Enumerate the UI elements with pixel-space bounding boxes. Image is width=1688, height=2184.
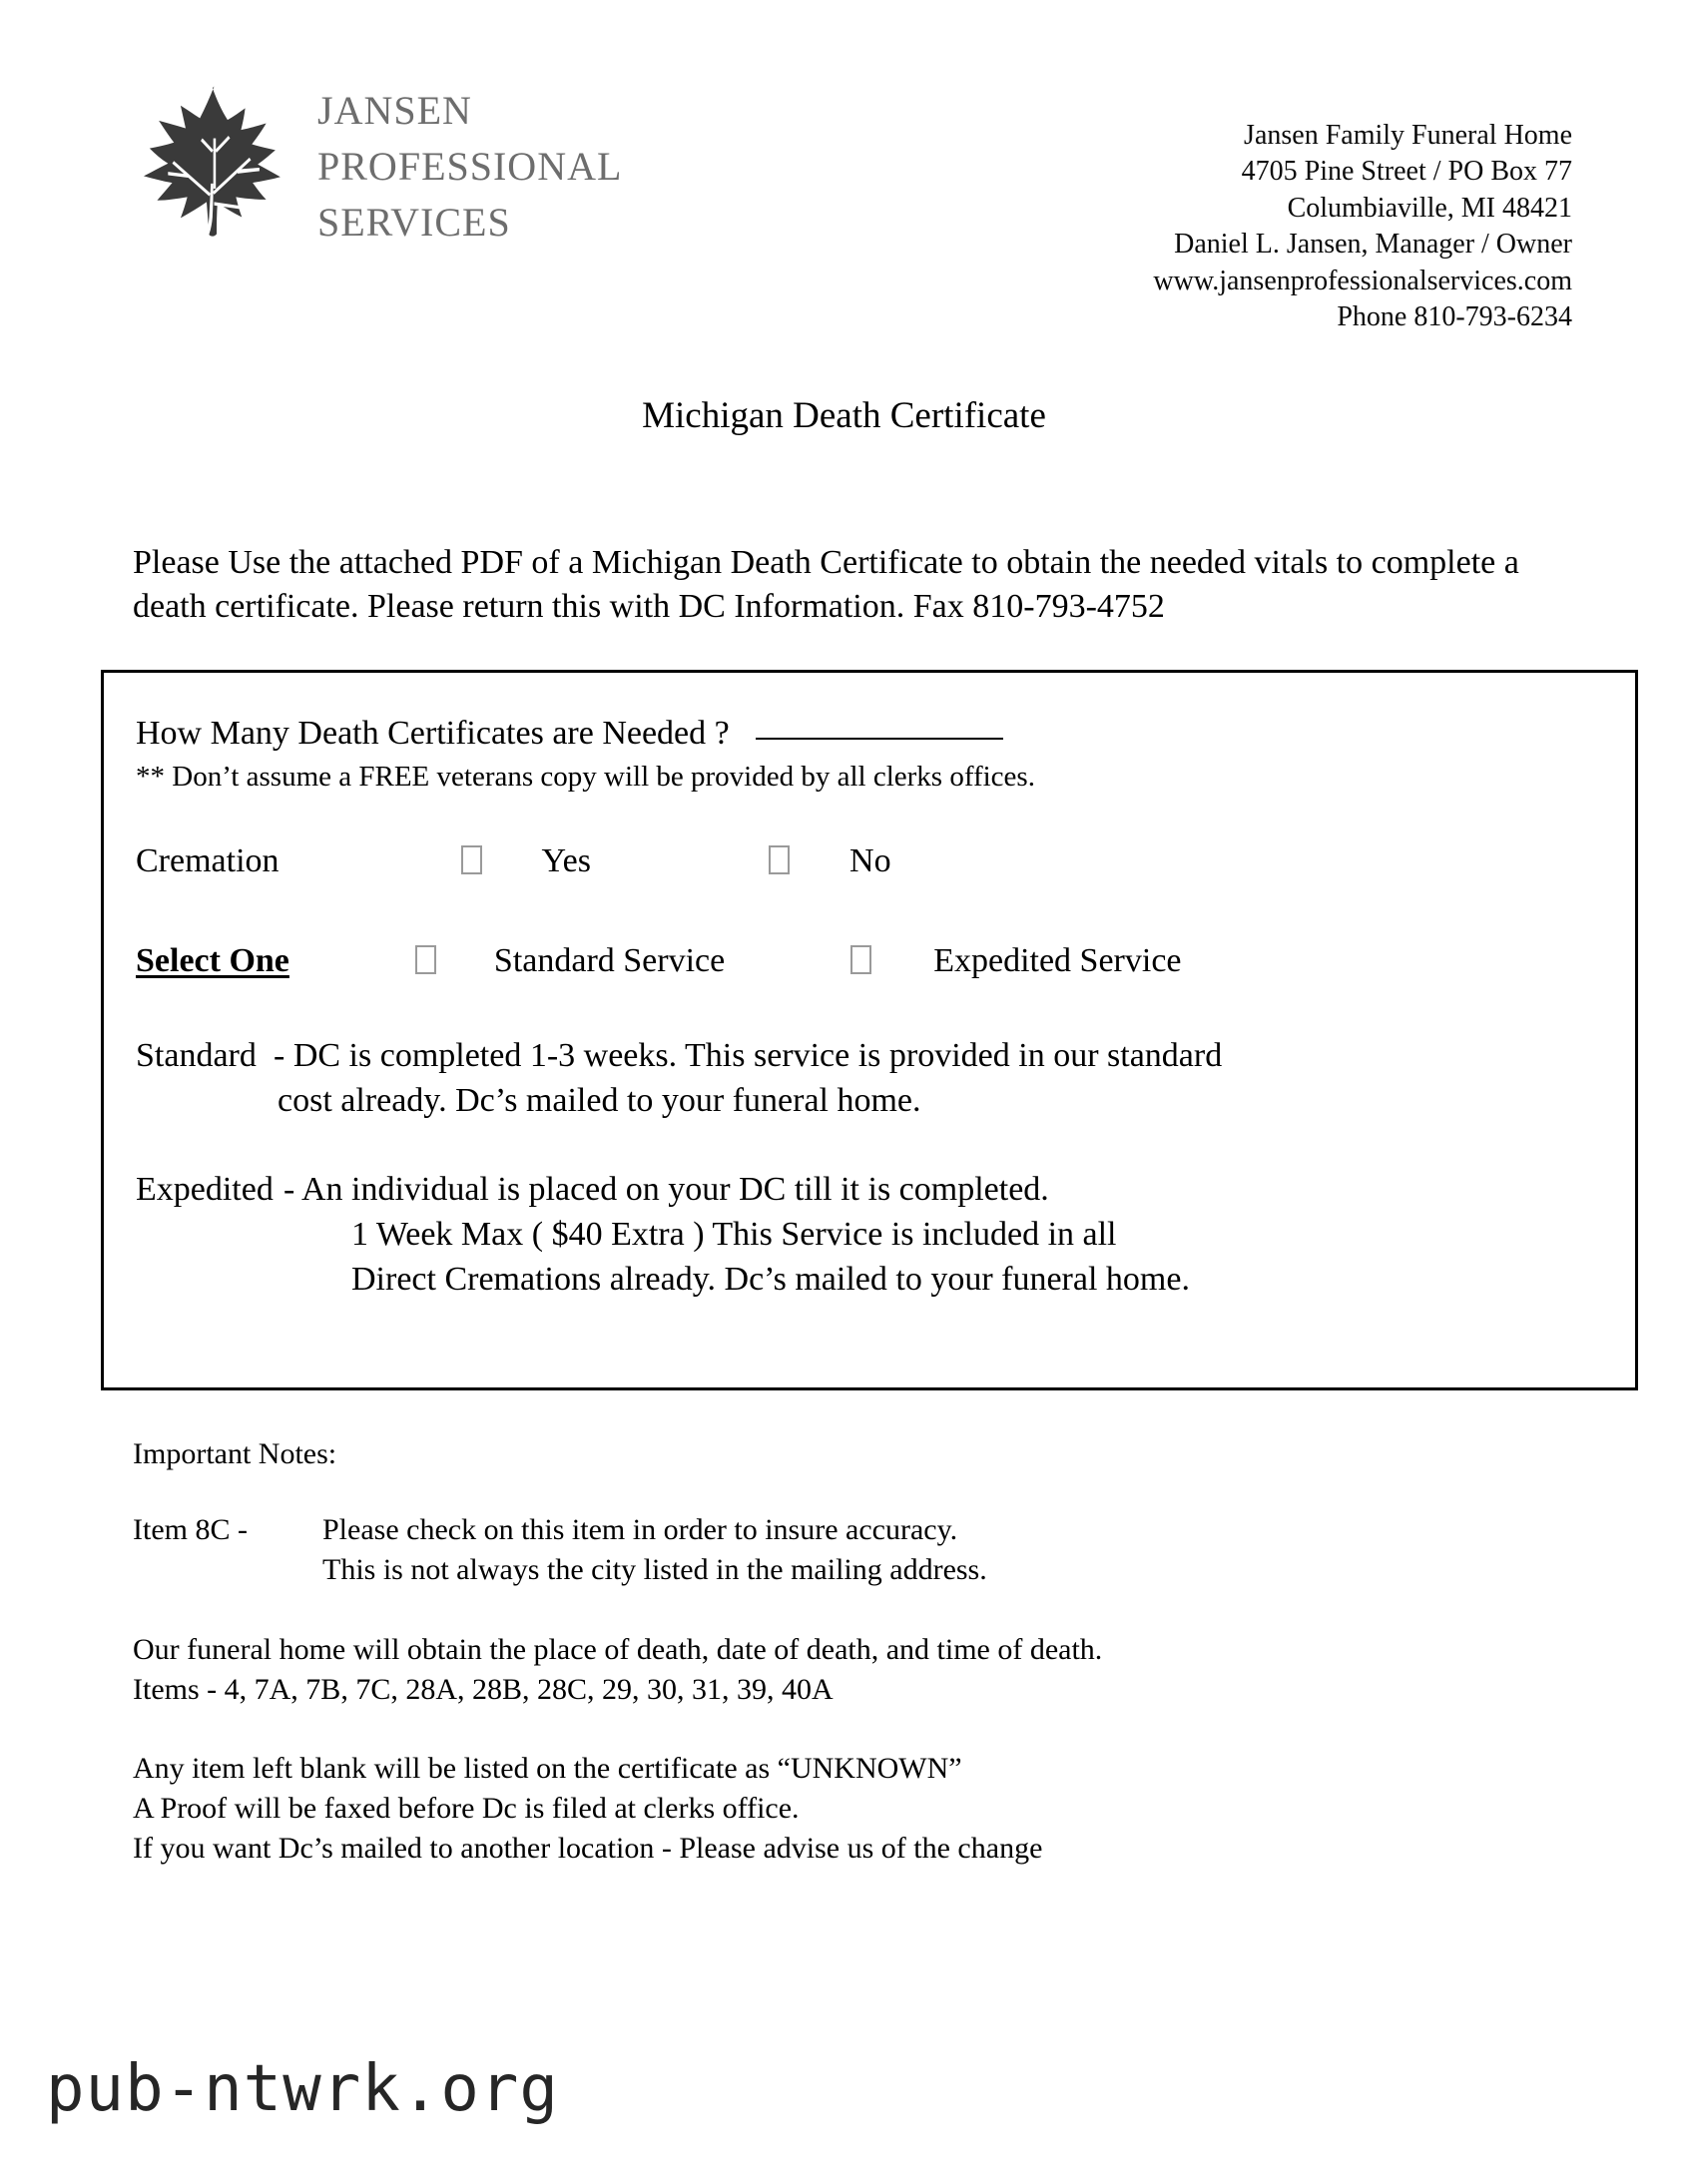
cremation-row (136, 842, 891, 880)
contact-line-company: Jansen Family Funeral Home (1244, 120, 1572, 151)
important-notes-section (133, 1434, 1550, 1869)
items-line: Items - 4, 7A, 7B, 7C, 28A, 28B, 28C, 29, 30, 31, 39, 40A (133, 1672, 834, 1706)
maple-leaf-icon (128, 84, 295, 262)
expedited-desc-line-1: - An individual is placed on your DC till it is completed. (283, 1171, 1049, 1208)
spacer (133, 1590, 1550, 1630)
company-wordmark (317, 74, 623, 249)
closing-line-1: Any item left blank will be listed on the certificate as “UNKNOWN” (133, 1752, 962, 1786)
intro-paragraph: Please Use the attached PDF of a Michigan Death Certificate to obtain the needed vitals to complete a death certificate. Please return this with DC Information. Fax 810-793-4752 (133, 544, 1519, 626)
certificate-count-row (136, 715, 1003, 753)
note-obtain-items (133, 1630, 1550, 1710)
contact-info-block (1153, 118, 1572, 335)
standard-desc-line-1: - DC is completed 1-3 weeks. This service is provided in our standard (274, 1037, 1223, 1074)
expedited-desc-line-3: Direct Cremations already. Dc’s mailed to your funeral home. (351, 1260, 1190, 1298)
certificate-count-input[interactable] (756, 737, 1003, 740)
note-closing (133, 1749, 1550, 1869)
standard-service-description (136, 1034, 1222, 1124)
company-logo (128, 74, 623, 262)
wordmark-line-1: jansen (317, 74, 472, 137)
source-watermark: pub-ntwrk.org (46, 2052, 559, 2126)
standard-service-label: Standard Service (493, 942, 726, 979)
contact-line-phone: Phone 810-793-6234 (1337, 300, 1572, 332)
select-one-row (136, 942, 1182, 980)
form-section-box (101, 670, 1638, 1390)
item-8c-label: Item 8C - (133, 1512, 248, 1546)
cremation-yes-label: Yes (541, 842, 592, 879)
cremation-yes-checkbox[interactable] (461, 845, 482, 874)
contact-line-manager: Daniel L. Jansen, Manager / Owner (1174, 229, 1572, 261)
closing-line-2: A Proof will be faxed before Dc is filed at clerks office. (133, 1792, 800, 1826)
notes-heading: Important Notes: (133, 1437, 337, 1470)
contact-line-city: Columbiaville, MI 48421 (1287, 192, 1572, 224)
expedited-desc-line-2: 1 Week Max ( $40 Extra ) This Service is included in all (351, 1215, 1117, 1253)
cremation-no-checkbox[interactable] (769, 845, 790, 874)
standard-term: Standard (136, 1037, 257, 1074)
cremation-no-label: No (849, 842, 891, 879)
expedited-term: Expedited (136, 1171, 274, 1208)
wordmark-line-2: professional (317, 129, 623, 193)
expedited-service-label: Expedited Service (933, 942, 1182, 979)
certificate-count-label: How Many Death Certificates are Needed ? (136, 715, 730, 752)
item-8c-line-1: Please check on this item in order to insure accuracy. (322, 1512, 958, 1546)
expedited-service-description (136, 1168, 1190, 1303)
standard-desc-line-2: cost already. Dc’s mailed to your funeral home. (278, 1081, 921, 1119)
contact-line-street: 4705 Pine Street / PO Box 77 (1241, 156, 1572, 188)
standard-service-checkbox[interactable] (415, 945, 436, 974)
closing-line-3: If you want Dc’s mailed to another location - Please advise us of the change (133, 1832, 1043, 1866)
cremation-label: Cremation (136, 842, 280, 879)
note-item-8c (133, 1510, 1550, 1590)
item-8c-line-2: This is not always the city listed in the mailing address. (322, 1552, 987, 1586)
page-title: Michigan Death Certificate (642, 395, 1046, 436)
letterhead-header (0, 0, 1688, 339)
spacer (133, 1474, 1550, 1510)
obtain-line: Our funeral home will obtain the place of death, date of death, and time of death. (133, 1632, 1103, 1666)
spacer (133, 1709, 1550, 1749)
select-one-label: Select One (136, 942, 289, 979)
wordmark-line-3: services (317, 185, 511, 249)
contact-line-website[interactable]: www.jansenprofessionalservices.com (1153, 265, 1572, 296)
expedited-service-checkbox[interactable] (850, 945, 871, 974)
certificate-count-note: ** Don’t assume a FREE veterans copy will be provided by all clerks offices. (136, 761, 1035, 793)
